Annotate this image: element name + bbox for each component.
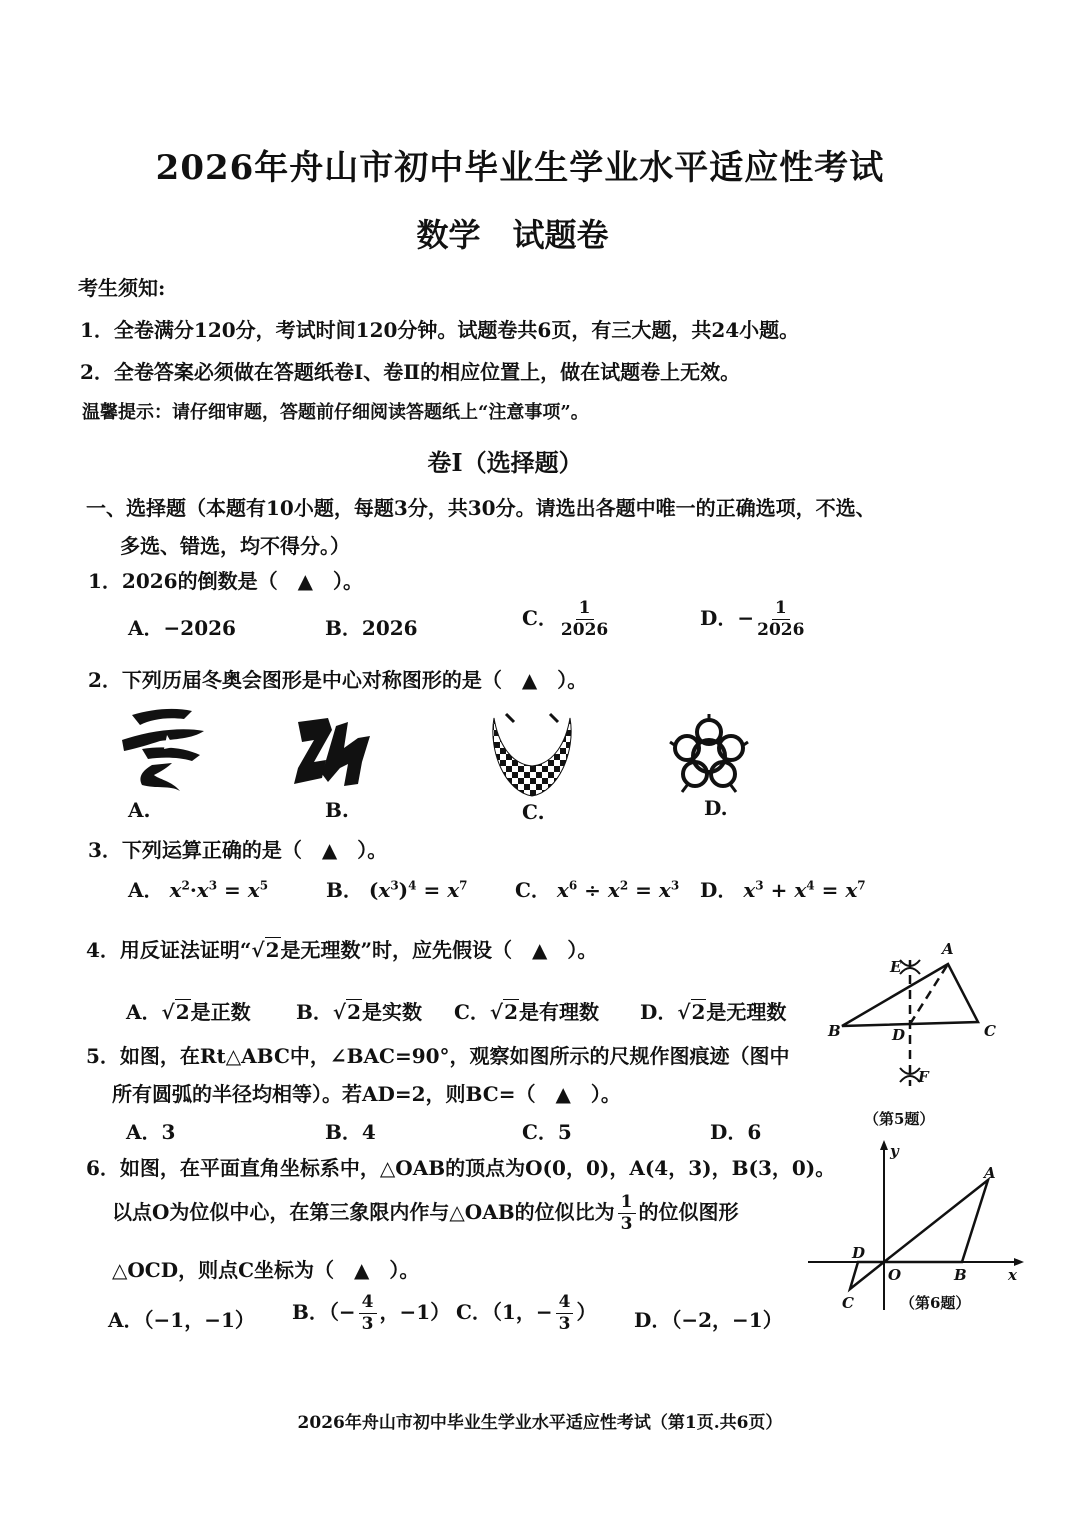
q1-d-numerator: 1 [772, 600, 790, 620]
triangle-oab [884, 1180, 988, 1262]
q1-option-d-label: D． [700, 606, 738, 630]
label-x: x [1008, 1266, 1017, 1284]
q1-option-c-label: C． [522, 606, 558, 630]
q6-option-b-post: ，−1） [379, 1300, 451, 1324]
q6-b-numerator: 4 [359, 1294, 377, 1314]
q2-stem: 2．下列历届冬奥会图形是中心对称图形的是（ ▲ ）。 [88, 668, 588, 692]
q4-option-b-label: B． [296, 1000, 333, 1024]
q6-ratio-denominator: 3 [620, 1214, 633, 1234]
q4-option-b: B．√2是实数 [296, 1000, 422, 1024]
notice-item-2: 2．全卷答案必须做在答题纸卷Ⅰ、卷Ⅱ的相应位置上，做在试题卷上无效。 [80, 360, 741, 384]
emblem-d-image [664, 712, 754, 800]
q2-option-c: C. [522, 800, 545, 824]
q2-option-a: A. [128, 798, 151, 822]
q4-stem: 4．用反证法证明“√2是无理数”时，应先假设（ ▲ ）。 [86, 938, 598, 962]
arc-top-2 [900, 968, 920, 974]
q3-option-c-label: C． [515, 878, 551, 902]
label-d: D [852, 1244, 866, 1262]
q6-line2 [112, 1194, 739, 1233]
q5-option-c: C．5 [522, 1120, 572, 1144]
notice-tip: 温馨提示：请仔细审题，答题前仔细阅读答题纸上“注意事项”。 [82, 402, 589, 423]
emblem-b-image [292, 712, 372, 790]
q6-option-c-post: ） [576, 1300, 597, 1324]
q5-option-d: D．6 [710, 1120, 762, 1144]
section-title: 卷Ⅰ（选择题） [427, 448, 583, 477]
q4-option-a-text: 是正数 [190, 1000, 251, 1024]
q4-option-a-label: A． [126, 1000, 162, 1024]
label-o: O [888, 1266, 902, 1284]
q6-option-c-label: C．（1，− [456, 1300, 553, 1324]
label-a: A [984, 1164, 996, 1182]
q3-option-a: A． $x^2\cdot x^3 = x^5$ [128, 878, 269, 902]
notice-heading: 考生须知: [78, 276, 166, 300]
page-footer: 2026年舟山市初中毕业生学业水平适应性考试（第1页.共6页） [297, 1413, 783, 1433]
label-f: F [918, 1068, 929, 1086]
emblem-c-image [488, 712, 576, 798]
label-b: B [828, 1022, 841, 1040]
q4-stem-post: 是无理数”时，应先假设（ ▲ ）。 [280, 938, 598, 962]
emblem-a-image [112, 705, 207, 795]
q4-b-radicand: 2 [347, 1000, 361, 1024]
label-y: y [890, 1142, 899, 1160]
label-c: C [842, 1294, 854, 1312]
q3-option-b-label: B． [326, 878, 363, 902]
q6-b-denominator: 3 [361, 1314, 374, 1334]
q1-option-d [700, 600, 807, 639]
section-heading-line1: 一、选择题（本题有10小题，每题3分，共30分。请选出各题中唯一的正确选项，不选、 [86, 496, 876, 520]
q6-figure-caption: （第6题） [900, 1294, 971, 1312]
q5-option-b: B．4 [325, 1120, 376, 1144]
q4-option-c-text: 是有理数 [519, 1000, 599, 1024]
q1-option-a: A．−2026 [128, 616, 236, 640]
q5-line2: 所有圆弧的半径均相等）。若AD=2，则BC=（ ▲ ）。 [112, 1082, 621, 1106]
q6-line2-post: 的位似图形 [638, 1200, 739, 1224]
q6-line2-pre: 以点O为位似中心，在第三象限内作与△OAB的位似比为 [112, 1200, 615, 1224]
median-ad [910, 964, 948, 1024]
section-heading-line2: 多选、错选，均不得分。） [120, 534, 350, 558]
q4-option-a: A．√2是正数 [126, 1000, 251, 1024]
q4-option-b-text: 是实数 [361, 1000, 422, 1024]
q3-option-c: C． $x^6 \div x^2 = x^3$ [515, 878, 680, 902]
q4-option-d-text: 是无理数 [706, 1000, 787, 1024]
q1-c-numerator: 1 [576, 600, 594, 620]
q4-option-c: C．√2是有理数 [454, 1000, 599, 1024]
label-e: E [890, 958, 902, 976]
q6-option-d: D．（−2，−1） [634, 1308, 783, 1332]
q6-option-b-label: B．（− [292, 1300, 356, 1324]
label-b: B [954, 1266, 967, 1284]
label-d: D [892, 1026, 906, 1044]
q1-option-c [522, 600, 611, 639]
x-axis-arrow [1014, 1258, 1024, 1266]
q5-line1: 5．如图，在Rt△ABC中，∠BAC=90°，观察如图所示的尺规作图痕迹（图中 [86, 1044, 790, 1068]
q6-option-a: A．（−1，−1） [108, 1308, 255, 1332]
notice-item-1: 1．全卷满分120分，考试时间120分钟。试题卷共6页，有三大题，共24小题。 [80, 318, 800, 342]
page-title: 2026年舟山市初中毕业生学业水平适应性考试 [155, 148, 885, 188]
q4-stem-pre: 4．用反证法证明“ [86, 938, 252, 962]
q1-c-denominator: 2026 [560, 620, 609, 640]
q6-c-numerator: 4 [556, 1294, 574, 1314]
page-subtitle: 数学 试题卷 [416, 216, 609, 254]
q2-option-b: B. [325, 798, 349, 822]
q4-option-c-label: C． [454, 1000, 490, 1024]
q4-option-d-label: D． [640, 1000, 678, 1024]
q1-d-denominator: 2026 [757, 620, 805, 640]
q6-option-b [292, 1294, 450, 1333]
q3-option-d-label: D． [700, 878, 738, 902]
q3-option-b: B． $(x^3)^4 = x^7$ [326, 878, 468, 902]
q5-figure [820, 940, 1010, 1140]
label-a: A [942, 940, 954, 958]
q4-radicand: 2 [265, 938, 280, 962]
q3-option-a-label: A． [128, 878, 164, 902]
q1-option-b: B．2026 [325, 616, 418, 640]
q5-option-a: A．3 [126, 1120, 176, 1144]
q6-line3: △OCD，则点C坐标为（ ▲ ）。 [112, 1258, 420, 1282]
y-axis-arrow [880, 1140, 888, 1150]
q1-stem: 1．2026的倒数是（ ▲ ）。 [88, 569, 363, 593]
q6-line1: 6．如图，在平面直角坐标系中，△OAB的顶点为O(0，0)，A(4，3)，B(3，0)。 [86, 1156, 836, 1180]
triangle-ocd [850, 1262, 884, 1289]
label-c: C [984, 1022, 996, 1040]
q1-d-sign: − [737, 606, 755, 630]
q4-c-radicand: 2 [504, 1000, 518, 1024]
q3-stem: 3．下列运算正确的是（ ▲ ）。 [88, 838, 388, 862]
q6-option-c [456, 1294, 596, 1333]
q6-ratio-numerator: 1 [618, 1194, 636, 1214]
q4-option-d: D．√2是无理数 [640, 1000, 787, 1024]
q4-a-radicand: 2 [175, 1000, 190, 1024]
q5-figure-caption: （第5题） [864, 1110, 935, 1128]
q6-c-denominator: 3 [558, 1314, 571, 1334]
q2-option-d: D. [704, 796, 728, 820]
q6-figure [808, 1140, 1028, 1320]
q4-d-radicand: 2 [691, 1000, 706, 1024]
q3-option-d: D． $x^3 + x^4 = x^7$ [700, 878, 866, 902]
